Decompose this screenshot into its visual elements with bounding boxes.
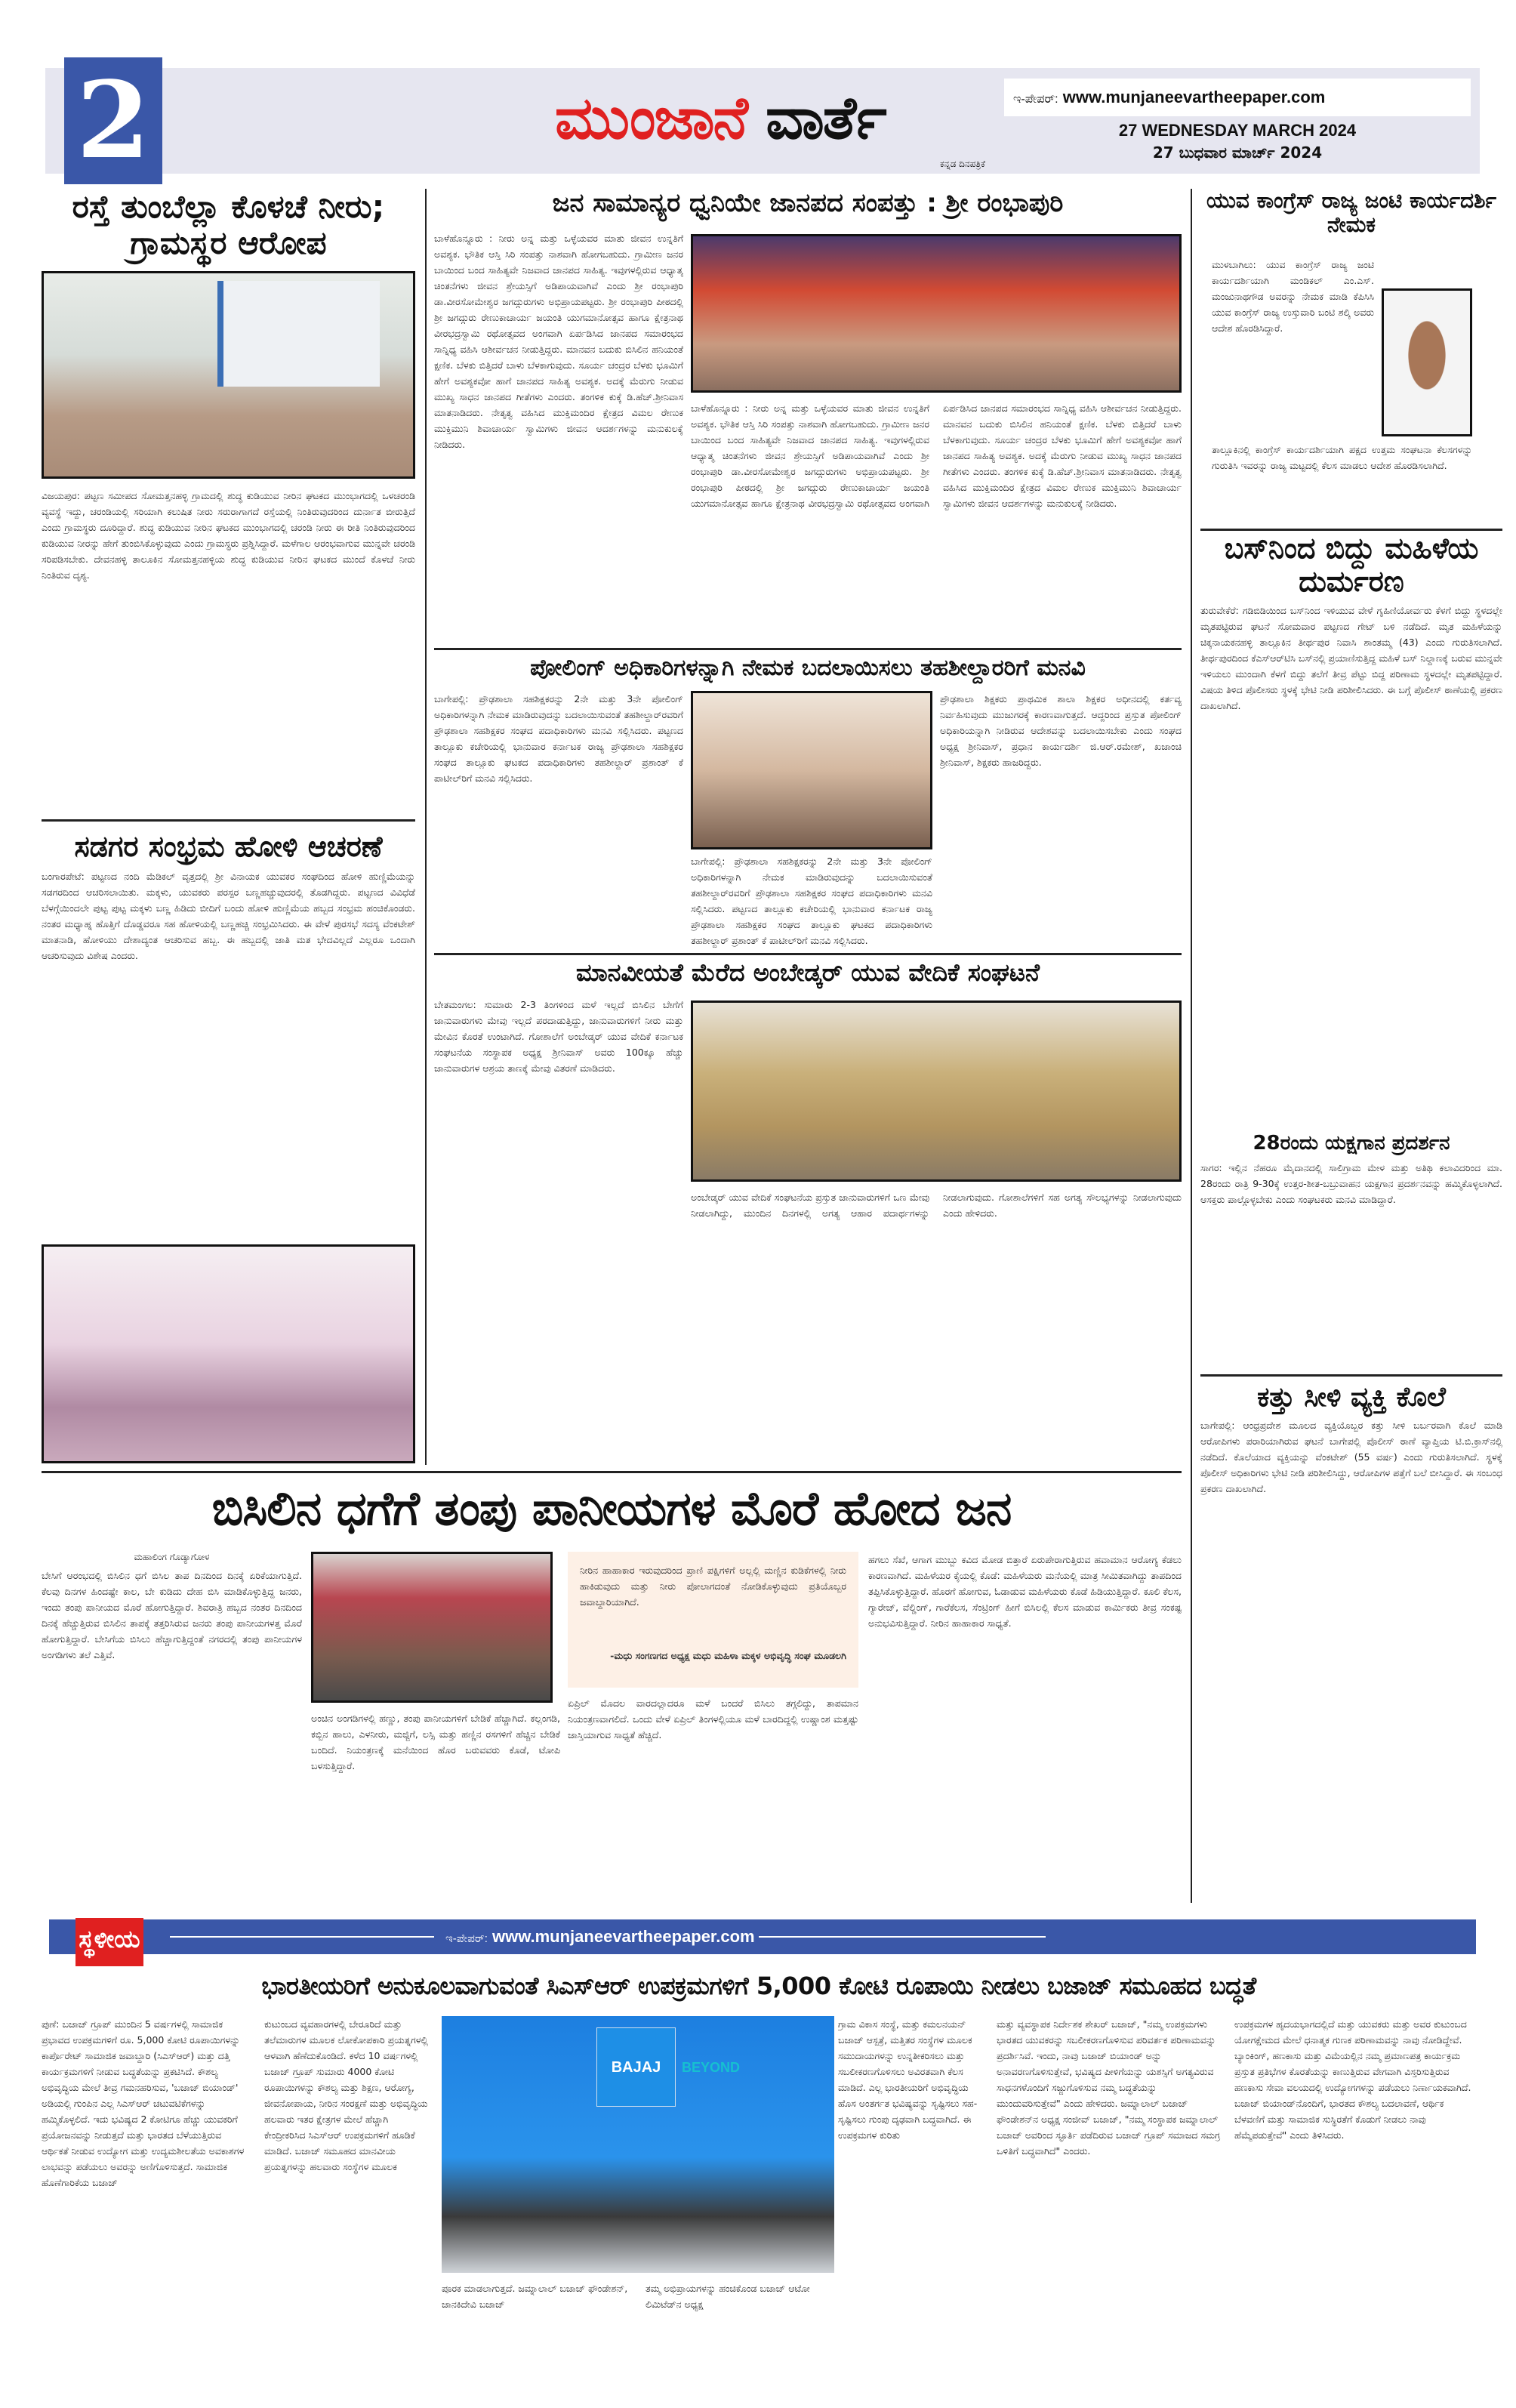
newspaper-logo bbox=[555, 77, 886, 160]
article-body-2: ತಾಲ್ಲೂಕಿನಲ್ಲಿ ಕಾಂಗ್ರೆಸ್ ಕಾರ್ಯದರ್ಶಿಯಾಗಿ ಪಕ್ಷದ ಉತ್ತಮ ಸಂಘಟನಾ ಕೆಲಸಗಳನ್ನು ಗುರುತಿಸಿ ಇವರನ್ನು ರಾಜ್ಯ ಮಟ್ಟದಲ್ಲಿ ಕೆಲಸ ಮಾಡಲು ಆದೇಶ ಹೊರಡಿಸಲಾಗಿದೆ. bbox=[1212, 444, 1472, 471]
bajaj-col-3-cont: ಪೂರಕ ಮಾಡಲಾಗುತ್ತದೆ. ಜಮ್ನಾಲಾಲ್ ಬಜಾಜ್ ಫೌಂಡೇಶನ್, ಜಾನಕಿದೇವಿ ಬಜಾಜ್ bbox=[442, 2283, 628, 2310]
article-body: ತುರುವೇಕೆರೆ: ಗಡಿಬಿಡಿಯಿಂದ ಬಸ್‌ನಿಂದ ಇಳಿಯುವ ವೇಳೆ ಗೃಹಿಣಿಯೋರ್ವರು ಕೆಳಗೆ ಬಿದ್ದು ಸ್ಥಳದಲ್ಲೇ ಮೃತಪಟ್ಟಿರುವ ಘಟನೆ ಸೋಮವಾರ ಪಟ್ಟಣದ ಗೇಟ್ ಬಳಿ ನಡೆದಿದೆ. ಮೃತ ಮಹಿಳೆಯನ್ನು ಚಿಕ್ಕನಾಯಕನಹಳ್ಳಿ ತಾಲ್ಲೂಕಿನ ತೀರ್ಥಪುರ ನಿವಾಸಿ ಶಾಂತಮ್ಮ (43) ಎಂದು ಗುರುತಿಸಲಾಗಿದೆ. ತೀರ್ಥಪುರದಿಂದ ಕೆಎಸ್‌ಆರ್‌ಟಿಸಿ ಬಸ್‌ನಲ್ಲಿ ಪ್ರಯಾಣಿಸುತ್ತಿದ್ದ ಮಹಿಳೆ ಬಸ್ ನಿಲ್ದಾಣಕ್ಕೆ ಬರುವ ಮುನ್ನವೇ ಇಳಿಯಲು ಮುಂದಾಗಿ ಕೆಳಗೆ ಬಿದ್ದು ತಲೆಗೆ ತೀವ್ರ ಪೆಟ್ಟು ಬಿದ್ದ ಪರಿಣಾಮ ಸ್ಥಳದಲ್ಲೇ ಮೃತಪಟ್ಟಿದ್ದಾರೆ. ವಿಷಯ ತಿಳಿದ ಪೊಲೀಸರು ಸ್ಥಳಕ್ಕೆ ಭೇಟಿ ನೀಡಿ ಪರಿಶೀಲಿಸಿದರು. ಈ ಬಗ್ಗೆ ಪೊಲೀಸ್ ಠಾಣೆಯಲ್ಲಿ ಪ್ರಕರಣ ದಾಖಲಾಗಿದೆ. bbox=[1200, 605, 1502, 712]
photo-water-kiosk bbox=[217, 281, 380, 387]
section-divider bbox=[434, 953, 1182, 955]
article-body-2: ಪ್ರೌಢಶಾಲಾ ಶಿಕ್ಷಕರು ಪ್ರಾಥಮಿಕ ಶಾಲಾ ಶಿಕ್ಷಕರ ಅಧೀನದಲ್ಲಿ ಕರ್ತವ್ಯ ನಿರ್ವಹಿಸುವುದು ಮುಜುಗರಕ್ಕೆ ಕಾರಣವಾಗುತ್ತದೆ. ಆದ್ದರಿಂದ ಪ್ರಸ್ತುತ ಪೋಲಿಂಗ್ ಅಧಿಕಾರಿಯನ್ನಾಗಿ ನೀಡಿರುವ ಆದೇಶವನ್ನು ಬದಲಾಯಿಸಬೇಕು ಎಂದು ಸಂಘದ ಅಧ್ಯಕ್ಷ ಶ್ರೀನಿವಾಸ್, ಪ್ರಧಾನ ಕಾರ್ಯದರ್ಶಿ ಜಿ.ಆರ್.ರಮೇಶ್, ಖಜಾಂಚಿ ಶ್ರೀನಿವಾಸ್, ಶಿಕ್ಷಕರು ಹಾಜರಿದ್ದರು. bbox=[940, 693, 1182, 768]
epaper-link[interactable]: www.munjaneevartheepaper.com bbox=[1062, 88, 1326, 106]
photo-memorandum bbox=[691, 691, 932, 849]
logo-part-black: ವಾರ್ತೆ bbox=[766, 85, 886, 153]
band-epaper-link[interactable]: www.munjaneevartheepaper.com bbox=[491, 1927, 755, 1946]
band-rule-left bbox=[170, 1936, 434, 1938]
section-band bbox=[49, 1919, 1476, 1954]
article-congress bbox=[1200, 189, 1502, 237]
photo-fodder-distribution bbox=[691, 1001, 1182, 1182]
section-divider bbox=[42, 819, 415, 822]
headline: ಪೋಲಿಂಗ್ ಅಧಿಕಾರಿಗಳನ್ನಾಗಿ ನೇಮಕ ಬದಲಾಯಿಸಲು ತಹಶೀಲ್ದಾರರಿಗೆ ಮನವಿ bbox=[530, 655, 1086, 681]
epaper-prefix: ಇ-ಪೇಪರ್: bbox=[1013, 93, 1058, 106]
section-divider bbox=[1200, 529, 1502, 531]
beyond-logo: BEYOND bbox=[682, 2060, 741, 2075]
headline: ಮಾನವೀಯತೆ ಮೆರೆದ ಅಂಬೇಡ್ಕರ್ ಯುವ ವೇದಿಕೆ ಸಂಘಟನೆ bbox=[575, 958, 1040, 987]
article-bajaj bbox=[38, 1972, 1480, 2000]
article-body-cont: ಬಾಗೇಪಲ್ಲಿ: ಪ್ರೌಢಶಾಲಾ ಸಹಶಿಕ್ಷಕರನ್ನು 2ನೇ ಮತ್ತು 3ನೇ ಪೋಲಿಂಗ್ ಅಧಿಕಾರಿಗಳನ್ನಾಗಿ ನೇಮಕ ಮಾಡಿರುವುದನ್ನು ಬದಲಾಯಿಸುವಂತೆ ತಹಶೀಲ್ದಾರ್‌ರವರಿಗೆ ಪ್ರೌಢಶಾಲಾ ಸಹಶಿಕ್ಷಕರ ಸಂಘದ ಪದಾಧಿಕಾರಿಗಳು ಮನವಿ ಸಲ್ಲಿಸಿದರು. ಪಟ್ಟಣದ ತಾಲ್ಲೂಕು ಕಚೇರಿಯಲ್ಲಿ ಭಾನುವಾರ ಕರ್ನಾಟಕ ರಾಜ್ಯ ಪ್ರೌಢಶಾಲಾ ಸಹಶಿಕ್ಷಕರ ಸಂಘದ ತಾಲ್ಲೂಕು ಘಟಕದ ಪದಾಧಿಕಾರಿಗಳು ತಹಶೀಲ್ದಾರ್ ಪ್ರಶಾಂತ್ ಕೆ ಪಾಟೀಲ್‌ರಿಗೆ ಮನವಿ ಸಲ್ಲಿಸಿದರು. bbox=[691, 856, 932, 946]
headline: ಯುವ ಕಾಂಗ್ರೆಸ್ ರಾಜ್ಯ ಜಂಟಿ ಕಾರ್ಯದರ್ಶಿ ನೇಮಕ bbox=[1206, 188, 1496, 238]
epaper-url[interactable] bbox=[1004, 79, 1471, 116]
headline: ಬಿಸಿಲಿನ ಧಗೆಗೆ ತಂಪು ಪಾನೀಯಗಳ ಮೊರೆ ಹೋದ ಜನ bbox=[211, 1481, 1012, 1536]
article-body-2: ಅಂಚಿನ ಅಂಗಡಿಗಳಲ್ಲಿ ಹಣ್ಣು, ತಂಪು ಪಾನೀಯಗಳಿಗೆ ಬೇಡಿಕೆ ಹೆಚ್ಚಾಗಿದೆ. ಕಲ್ಲಂಗಡಿ, ಕಬ್ಬಿನ ಹಾಲು, ಎಳನೀರು, ಮಜ್ಜಿಗೆ, ಲಸ್ಸಿ ಮತ್ತು ಹಣ್ಣಿನ ರಸಗಳಿಗೆ ಹೆಚ್ಚಿನ ಬೇಡಿಕೆ ಬಂದಿದೆ. ನಿಯಂತ್ರಣಕ್ಕೆ ಮನೆಯಿಂದ ಹೊರ ಬರುವವರು ಕೊಡೆ, ಟೋಪಿ ಬಳಸುತ್ತಿದ್ದಾರೆ. bbox=[311, 1713, 560, 1771]
quote-text: ನೀರಿನ ಹಾಹಾಕಾರ ಇರುವುದರಿಂದ ಪ್ರಾಣಿ ಪಕ್ಷಿಗಳಿಗೆ ಅಲ್ಲಲ್ಲಿ ಮಣ್ಣಿನ ಕುಡಿಕೆಗಳಲ್ಲಿ ನೀರು ಹಾಕಿಡುವುದು ಮತ್ತು ನೀರು ಪೋಲಾಗದಂತೆ ನೋಡಿಕೊಳ್ಳುವುದು ಪ್ರತಿಯೊಬ್ಬರ ಜವಾಬ್ದಾರಿಯಾಗಿದೆ. bbox=[580, 1565, 846, 1608]
headline: ಸಡಗರ ಸಂಭ್ರಮ ಹೋಳಿ ಆಚರಣೆ bbox=[74, 830, 383, 863]
logo-part-red: ಮುಂಜಾನೆ bbox=[555, 85, 747, 153]
article-body-cont: ಬಾಳೆಹೊನ್ನೂರು : ನೀರು ಅನ್ನ ಮತ್ತು ಒಳ್ಳೆಯವರ ಮಾತು ಜೀವನ ಉನ್ನತಿಗೆ ಅವಶ್ಯಕ. ಭೌತಿಕ ಆಸ್ತಿ ಸಿರಿ ಸಂಪತ್ತು ನಾಶವಾಗಿ ಹೋಗಬಹುದು. ಗ್ರಾಮೀಣ ಜನರ ಬಾಯಿಂದ ಬಂದ ಸಾಹಿತ್ಯವೇ ನಿಜವಾದ ಜಾನಪದ ಸಾಹಿತ್ಯ. ಇವುಗಳಲ್ಲಿರುವ ಆಧ್ಯಾತ್ಮ ಚಿಂತನೆಗಳು ಜೀವನ ಶ್ರೇಯಸ್ಸಿಗೆ ಅಡಿಪಾಯವಾಗಿವೆ ಎಂದು ಶ್ರೀ ರಂಭಾಪುರಿ ಡಾ.ವೀರಸೋಮೇಶ್ವರ ಜಗದ್ಗುರುಗಳು ಅಭಿಪ್ರಾಯಪಟ್ಟರು. ಶ್ರೀ ರಂಭಾಪುರಿ ಪೀಠದಲ್ಲಿ ಶ್ರೀ ಜಗದ್ಗುರು ರೇಣುಕಾಚಾರ್ಯ ಜಯಂತಿ ಯುಗಮಾನೋತ್ಸವ ಹಾಗೂ ಕ್ಷೇತ್ರನಾಥ ವೀರಭದ್ರಸ್ವಾಮಿ ರಥೋತ್ಸವದ ಅಂಗವಾಗಿ ಏರ್ಪಡಿಸಿದ ಜಾನಪದ ಸಮಾರಂಭದ ಸಾನ್ನಿಧ್ಯ ವಹಿಸಿ ಆಶೀರ್ವಚನ ನೀಡುತ್ತಿದ್ದರು. ಮಾನವನ ಬದುಕು ಬಿಸಿಲಿನ ಹನಿಯಂತೆ ಕ್ಷಣಿಕ. ಬೆಳಕು ಬಿತ್ತಿದರೆ ಬಾಳು ಬೆಳಕಾಗುವುದು. ಸೂರ್ಯ ಚಂದ್ರರ ಬೆಳಕು ಭೂಮಿಗೆ ಹೇಗೆ ಅವಶ್ಯಕವೋ ಹಾಗೆ ಜಾನಪದ ಸಾಹಿತ್ಯ ಅವಶ್ಯಕ. ಅದಕ್ಕೆ ಮೆರುಗು ನೀಡುವ ಮುಖ್ಯ ಸಾಧನ ಜಾನಪದ ಗೀತೆಗಳು ಎಂದರು. ತಂಗಳಿಕ ಕುಕ್ಕೆ ಡಿ.ಹೆಚ್.ಶ್ರೀನಿವಾಸ ಮಾತನಾಡಿದರು. ನೇತೃತ್ವ ವಹಿಸಿದ ಮುಕ್ತಿಮಂದಿರ ಕ್ಷೇತ್ರದ ವಿಮಲ ರೇಣುಕ ಮುಕ್ತಿಮುನಿ ಶಿವಾಚಾರ್ಯ ಸ್ವಾಮಿಗಳು ಜೀವನ ಆದರ್ಶಗಳನ್ನು ಮನುಕುಲಕ್ಕೆ ನೀಡಿದರು. bbox=[691, 402, 1182, 509]
photo-bajaj-beyond-launch bbox=[442, 2016, 834, 2273]
article-holi bbox=[42, 831, 415, 1463]
article-body: ಬಾಗೇಪಲ್ಲಿ: ಆಂಧ್ರಪ್ರದೇಶ ಮೂಲದ ವ್ಯಕ್ತಿಯೊಬ್ಬರ ಕತ್ತು ಸೀಳಿ ಬರ್ಬರವಾಗಿ ಕೊಲೆ ಮಾಡಿ ಆರೋಪಿಗಳು ಪರಾರಿಯಾಗಿರುವ ಘಟನೆ ಬಾಗೇಪಲ್ಲಿ ಪೊಲೀಸ್ ಠಾಣೆ ವ್ಯಾಪ್ತಿಯ ಟಿ.ಬಿ.ಕ್ರಾಸ್‌ನಲ್ಲಿ ನಡೆದಿದೆ. ಕೊಲೆಯಾದ ವ್ಯಕ್ತಿಯನ್ನು ವೆಂಕಟೇಶ್ (55 ವರ್ಷ) ಎಂದು ಗುರುತಿಸಲಾಗಿದೆ. ಸ್ಥಳಕ್ಕೆ ಪೊಲೀಸ್ ಅಧಿಕಾರಿಗಳು ಭೇಟಿ ನೀಡಿ ಪರಿಶೀಲಿಸಿದ್ದು, ಆರೋಪಿಗಳ ಪತ್ತೆಗೆ ಬಲೆ ಬೀಸಿದ್ದಾರೆ. ಈ ಸಂಬಂಧ ಪ್ರಕರಣ ದಾಖಲಾಗಿದೆ. bbox=[1200, 1420, 1502, 1495]
article-polling bbox=[434, 655, 1182, 682]
date-kannada: 27 ಬುಧವಾರ ಮಾರ್ಚ್ 2024 bbox=[1152, 143, 1323, 162]
bajaj-col-4: ಮತ್ತು ವ್ಯವಸ್ಥಾಪಕ ನಿರ್ದೇಶಕ ಶೇಖರ್ ಬಜಾಜ್, "ನಮ್ಮ ಉಪಕ್ರಮಗಳು ಭಾರತದ ಯುವಕರನ್ನು ಸಬಲೀಕರಣಗೊಳಿಸುವ ಪರಿವರ್ತಕ ಪರಿಣಾಮವನ್ನು ಪ್ರದರ್ಶಿಸಿವೆ. ಇಂದು, ನಾವು ಬಜಾಜ್ ಬಿಯಾಂಡ್ ಅನ್ನು ಅನಾವರಣಗೊಳಿಸುತ್ತೇವೆ, ಭವಿಷ್ಯದ ಪೀಳಿಗೆಯನ್ನು ಯಶಸ್ಸಿಗೆ ಅಗತ್ಯವಿರುವ ಸಾಧನಗಳೊಂದಿಗೆ ಸಜ್ಜುಗೊಳಿಸುವ ನಮ್ಮ ಬದ್ಧತೆಯನ್ನು ಮುಂದುವರಿಸುತ್ತೇವೆ" ಎಂದು ಹೇಳಿದರು. ಜಮ್ನಾಲಾಲ್ ಬಜಾಜ್ ಫೌಂಡೇಶನ್‌ನ ಅಧ್ಯಕ್ಷ ಸಂಜೀವ್ ಬಜಾಜ್, "ನಮ್ಮ ಸಂಸ್ಥಾಪಕ ಜಮ್ನಾಲಾಲ್ ಬಜಾಜ್ ಅವರಿಂದ ಸ್ಫೂರ್ತಿ ಪಡೆದಿರುವ ಬಜಾಜ್ ಗ್ರೂಪ್ ಸಮಾಜದ ಸಮಗ್ರ ಒಳಿತಿಗೆ ಬದ್ಧವಾಗಿದೆ" ಎಂದರು. bbox=[997, 2018, 1221, 2157]
article-body-4: ಹಗಲು ಸೆಖೆ, ಆಗಾಗ ಮುಬ್ಬು ಕವಿದ ಮೋಡ ಬಿತ್ತಾರೆ ಏರುಪೇರಾಗುತ್ತಿರುವ ಹವಾಮಾನ ಆರೋಗ್ಯ ಕೆಡಲು ಕಾರಣವಾಗಿದೆ. ಮಹಿಳೆಯರ ಕೈಯಲ್ಲಿ ಕೊಡೆ: ಮಹಿಳೆಯರು ಮನೆಯಲ್ಲಿ ಮಾತ್ರ ಸೀಮಿತವಾಗಿದ್ದು ತಾಪದಿಂದ ತಪ್ಪಿಸಿಕೊಳ್ಳುತ್ತಿದ್ದಾರೆ. ಹೊರಗೆ ಹೋಗುವ, ಓಡಾಡುವ ಮಹಿಳೆಯರು ಕೊಡೆ ಹಿಡಿಯುತ್ತಿದ್ದಾರೆ. ಕೂಲಿ ಕೆಲಸ, ಗ್ಯಾರೇಜ್, ವೆಲ್ಡಿಂಗ್, ಗಾರೆಕೆಲಸ, ಸೆಂಟ್ರಿಂಗ್ ಹೀಗೆ ಬಿಸಿಲಲ್ಲಿ ಕೆಲಸ ಮಾಡುವ ಕಾರ್ಮಿಕರು ತೀವ್ರ ಸಂಕಷ್ಟ ಅನುಭವಿಸುತ್ತಿದ್ದಾರೆ. ನೀರಿನ ಹಾಹಾಕಾರ ಸಾಧ್ಯತೆ. bbox=[868, 1554, 1182, 1629]
bajaj-col-5: ಉಪಕ್ರಮಗಳ ಹೃದಯಭಾಗದಲ್ಲಿದೆ ಮತ್ತು ಯುವಕರು ಮತ್ತು ಅವರ ಕುಟುಂಬದ ಯೋಗಕ್ಷೇಮದ ಮೇಲೆ ಧನಾತ್ಮಕ ಗುಣಕ ಪರಿಣಾಮವನ್ನು ನಾವು ನೋಡಿದ್ದೇವೆ. ಬ್ಯಾಂಕಿಂಗ್, ಹಣಕಾಸು ಮತ್ತು ವಿಮೆಯಲ್ಲಿನ ನಮ್ಮ ಪ್ರಮಾಣಪತ್ರ ಕಾರ್ಯಕ್ರಮ ಪ್ರಸ್ತುತ ಪ್ರತಿಭೆಗಳ ಕೊರತೆಯನ್ನು ಕಾಣುತ್ತಿರುವ ವೇಗವಾಗಿ ವಿಸ್ತರಿಸುತ್ತಿರುವ ಹಣಕಾಸು ಸೇವಾ ವಲಯದಲ್ಲಿ ಉದ್ಯೋಗಗಳನ್ನು ಪಡೆಯಲು ನಿರ್ಣಾಯಕವಾಗಿದೆ. ಬಜಾಜ್ ಬಿಯಾಂಡ್‌ನೊಂದಿಗೆ, ಭಾರತದ ಕೌಶಲ್ಯ ಬದಲಾವಣೆ, ಆರ್ಥಿಕ ಬೆಳವಣಿಗೆ ಮತ್ತು ಸಾಮಾಜಿಕ ಸುಸ್ಥಿರತೆಗೆ ಕೊಡುಗೆ ನೀಡಲು ನಾವು ಹೆಮ್ಮೆಪಡುತ್ತೇವೆ" ಎಂದು ತಿಳಿಸಿದರು. bbox=[1234, 2018, 1471, 2141]
photo-juice-shop bbox=[311, 1552, 553, 1703]
article-body: ವಿಜಯಪುರ: ಪಟ್ಟಣ ಸಮೀಪದ ಸೋಮತ್ತನಹಳ್ಳಿ ಗ್ರಾಮದಲ್ಲಿ ಶುದ್ಧ ಕುಡಿಯುವ ನೀರಿನ ಘಟಕದ ಮುಂಭಾಗದಲ್ಲಿ ಒಳಚರಂಡಿ ವ್ಯವಸ್ಥೆ ಇದ್ದು, ಚರಂಡಿಯಲ್ಲಿ ಸರಿಯಾಗಿ ಕಲುಷಿತ ನೀರು ಸರುರಾಗಾಗದೆ ರಸ್ತೆಯಲ್ಲಿ ನಿಂತಿರುವುದರಿಂದ ದುರ್ನಾತ ಬೀರುತ್ತಿದೆ ಎಂದು ಗ್ರಾಮಸ್ಥರು ದೂರಿದ್ದಾರೆ. ಶುದ್ಧ ಕುಡಿಯುವ ನೀರಿನ ಘಟಕದ ಮುಂಭಾಗದಲ್ಲಿ ಚರಂಡಿ ನೀರು ಈ ರೀತಿ ನಿಂತಿರುವುದರಿಂದ ಕುಡಿಯುವ ನೀರನ್ನು ಹೇಗೆ ತುಂಬಿಸಿಕೊಳ್ಳುವುದು ಎಂದು ಗ್ರಾಮಸ್ಥರು ಪ್ರಶ್ನಿಸಿದ್ದಾರೆ. ಮಳೆಗಾಲ ಆರಂಭವಾಗುವ ಮುನ್ನವೇ ಚರಂಡಿ ಸರಿಪಡಿಸಬೇಕು. ದೇವನಹಳ್ಳಿ ತಾಲೂಕಿನ ಸೋಮತ್ತನಹಳ್ಳಿಯ ಶುದ್ಧ ಕುಡಿಯುವ ನೀರಿನ ಘಟಕದ ಮುಂದೆ ಕೊಳಚೆ ನೀರು ನಿಂತಿರುವ ದೃಶ್ಯ. bbox=[42, 489, 415, 581]
band-url[interactable] bbox=[445, 1919, 755, 1956]
bajaj-col-4-cont: ತಮ್ಮ ಅಭಿಪ್ರಾಯಗಳನ್ನು ಹಂಚಿಕೊಂಡ ಬಜಾಜ್ ಆಟೋ ಲಿಮಿಟೆಡ್‌ನ ಅಧ್ಯಕ್ಷ bbox=[646, 2283, 810, 2310]
heat-col-1 bbox=[42, 1552, 302, 1892]
quote-credit: -ಮಧು ಸಂಗಣಗದ ಅಧ್ಯಕ್ಷ ಮಧು ಮಹಿಳಾ ಮಕ್ಕಳ ಅಭಿವೃದ್ಧಿ ಸಂಘ ಮೂಡಲಗಿ bbox=[610, 1650, 846, 1661]
article-body: ಸಾಗರ: ಇಲ್ಲಿನ ನೆಹರೂ ಮೈದಾನದಲ್ಲಿ ಸಾಲಿಗ್ರಾಮ ಮೇಳ ಮತ್ತು ಅತಿಥಿ ಕಲಾವಿದರಿಂದ ಮಾ. 28ರಂದು ರಾತ್ರಿ 9-30ಕ್ಕೆ ಉತ್ತರ-ಶೀತ-ಬಬ್ರುವಾಹನ ಯಕ್ಷಗಾನ ಪ್ರದರ್ಶನವನ್ನು ಹಮ್ಮಿಕೊಳ್ಳಲಾಗಿದೆ. ಆಸಕ್ತರು ಪಾಲ್ಗೊಳ್ಳಬೇಕು ಎಂದು ಸಂಘಟಕರು ಮನವಿ ಮಾಡಿದ್ದಾರೆ. bbox=[1200, 1161, 1502, 1205]
tagline: ಕನ್ನಡ ದಿನಪತ್ರಿಕೆ bbox=[940, 159, 986, 169]
bajaj-logo: BAJAJ bbox=[596, 2027, 676, 2107]
headline: ರಸ್ತೆ ತುಂಬೆಲ್ಲಾ ಕೊಳಚೆ ನೀರು; ಗ್ರಾಮಸ್ಥರ ಆರೋಪ bbox=[72, 188, 385, 262]
section-divider bbox=[434, 648, 1182, 650]
column-divider bbox=[1191, 189, 1192, 1903]
section-tag: ಸ್ಥಳೀಯ bbox=[75, 1918, 143, 1966]
article-yakshagana bbox=[1200, 1133, 1502, 1379]
date-english: 27 WEDNESDAY MARCH 2024 bbox=[1118, 121, 1357, 140]
section-divider bbox=[1200, 1374, 1502, 1377]
article-bus bbox=[1200, 532, 1502, 1059]
article-body: ಬೇತಮಂಗಲ: ಸುಮಾರು 2-3 ತಿಂಗಳಿಂದ ಮಳೆ ಇಲ್ಲದೆ ಬಿಸಿಲಿನ ಬೇಗೆಗೆ ಜಾನುವಾರುಗಳು ಮೇವು ಇಲ್ಲದೆ ಪರದಾಡುತ್ತಿದ್ದು, ಜಾನುವಾರುಗಳಿಗೆ ನೀರು ಮತ್ತು ಮೇವಿನ ಕೊರತೆ ಉಂಟಾಗಿದೆ. ಗೋಶಾಲೆಗೆ ಅಂಬೇಡ್ಕರ್ ಯುವ ವೇದಿಕೆ ಕರ್ನಾಟಕ ಸಂಘಟನೆಯ ಸಂಸ್ಥಾಪಕ ಅಧ್ಯಕ್ಷ ಶ್ರೀನಿವಾಸ್ ಅವರು 100ಕ್ಕೂ ಹೆಚ್ಚು ಜಾನುವಾರುಗಳ ಆಶ್ರಯ ತಾಣಕ್ಕೆ ಮೇವು ವಿತರಣೆ ಮಾಡಿದರು. bbox=[434, 999, 683, 1074]
headline: ಭಾರತೀಯರಿಗೆ ಅನುಕೂಲವಾಗುವಂತೆ ಸಿಎಸ್‌ಆರ್ ಉಪಕ್ರಮಗಳಿಗೆ 5,000 ಕೋಟಿ ರೂಪಾಯಿ ನೀಡಲು ಬಜಾಜ್ ಸಮೂಹದ ಬದ್ಧತೆ bbox=[261, 1972, 1256, 2000]
bajaj-col-3: ಗ್ರಾಮ ವಿಕಾಸ ಸಂಸ್ಥೆ, ಮತ್ತು ಕಮಲನಯನ್ ಬಜಾಜ್ ಆಸ್ಪತ್ರೆ, ಮತ್ತಿತರ ಸಂಸ್ಥೆಗಳ ಮೂಲಕ ಸಮುದಾಯಗಳನ್ನು ಉನ್ನತೀಕರಿಸಲು ಮತ್ತು ಸಬಲೀಕರಣಗೊಳಿಸಲು ಅವಿರತವಾಗಿ ಕೆಲಸ ಮಾಡಿದೆ. ಎಲ್ಲ ಭಾರತೀಯರಿಗೆ ಅಭಿವೃದ್ಧಿಯ ಹೊಸ ಅಂತರ್ಗತ ಭವಿಷ್ಯವನ್ನು ಸೃಷ್ಟಿಸಲು ಸಹ-ಸೃಷ್ಟಿಸಲು ಗುಂಪು ದೃಢವಾಗಿ ಬದ್ಧವಾಗಿದೆ. ಈ ಉಪಕ್ರಮಗಳ ಕುರಿತು bbox=[838, 2018, 978, 2141]
article-water bbox=[42, 189, 415, 775]
headline: ಬಸ್‌ನಿಂದ ಬಿದ್ದು ಮಹಿಳೆಯ ದುರ್ಮರಣ bbox=[1224, 532, 1479, 598]
article-folk bbox=[434, 189, 1182, 218]
column-divider bbox=[425, 189, 427, 1465]
headline: 28ರಂದು ಯಕ್ಷಗಾನ ಪ್ರದರ್ಶನ bbox=[1253, 1132, 1450, 1155]
article-murder bbox=[1200, 1382, 1502, 1878]
bajaj-col-2: ಕುಟುಂಬದ ವ್ಯವಹಾರಗಳಲ್ಲಿ ಬೇರೂರಿದೆ ಮತ್ತು ತಲೆಮಾರುಗಳ ಮೂಲಕ ಲೋಕೋಪಕಾರಿ ಪ್ರಯತ್ನಗಳಲ್ಲಿ ಆಳವಾಗಿ ಹೆಣೆದುಕೊಂಡಿದೆ. ಕಳೆದ 10 ವರ್ಷಗಳಲ್ಲಿ ಬಜಾಜ್ ಗ್ರೂಪ್ ಸುಮಾರು 4000 ಕೋಟಿ ರೂಪಾಯಿಗಳನ್ನು ಕೌಶಲ್ಯ ಮತ್ತು ಶಿಕ್ಷಣ, ಆರೋಗ್ಯ, ಜೀವನೋಪಾಯ, ನೀರಿನ ಸಂರಕ್ಷಣೆ ಮತ್ತು ಅಭಿವೃದ್ಧಿಯ ಹಲವಾರು ಇತರ ಕ್ಷೇತ್ರಗಳ ಮೇಲೆ ಹೆಚ್ಚಾಗಿ ಕೇಂದ್ರೀಕರಿಸಿದ ಸಿಎಸ್‌ಆರ್ ಉಪಕ್ರಮಗಳಿಗೆ ಹೂಡಿಕೆ ಮಾಡಿದೆ. ಬಜಾಜ್ ಸಮೂಹದ ಮಾನವೀಯ ಪ್ರಯತ್ನಗಳನ್ನು ಹಲವಾರು ಸಂಸ್ಥೆಗಳ ಮೂಲಕ bbox=[264, 2018, 428, 2172]
bajaj-col-1: ಪುಣೆ: ಬಜಾಜ್ ಗ್ರೂಪ್ ಮುಂದಿನ 5 ವರ್ಷಗಳಲ್ಲಿ ಸಾಮಾಜಿಕ ಪ್ರಭಾವದ ಉಪಕ್ರಮಗಳಿಗೆ ರೂ. 5,000 ಕೋಟಿ ರೂಪಾಯಿಗಳನ್ನು ಕಾರ್ಪೊರೇಟ್ ಸಾಮಾಜಿಕ ಜವಾಬ್ದಾರಿ (ಸಿಎಸ್‌ಆರ್) ಮತ್ತು ದತ್ತಿ ಕಾರ್ಯಕ್ರಮಗಳಿಗೆ ನೀಡುವ ಬದ್ಧತೆಯನ್ನು ಪ್ರಕಟಿಸಿದೆ. ಕೌಶಲ್ಯ ಅಭಿವೃದ್ಧಿಯ ಮೇಲೆ ತೀವ್ರ ಗಮನಹರಿಸುವ, 'ಬಜಾಜ್ ಬಿಯಾಂಡ್' ಅಡಿಯಲ್ಲಿ ಗುಂಪಿನ ಎಲ್ಲ ಸಿಎಸ್‌ಆರ್ ಚಟುವಟಿಕೆಗಳನ್ನು ಹಮ್ಮಿಕೊಳ್ಳಲಿದೆ. ಇದು ಭವಿಷ್ಯದ 2 ಕೋಟಿಗೂ ಹೆಚ್ಚು ಯುವಕರಿಗೆ ಪ್ರಯೋಜನವನ್ನು ನೀಡುತ್ತದೆ ಮತ್ತು ಭಾರತದ ಬೆಳೆಯುತ್ತಿರುವ ಆರ್ಥಿಕತೆ ನೀಡುವ ಉದ್ಯೋಗ ಮತ್ತು ಉದ್ಯಮಶೀಲತೆಯ ಅವಕಾಶಗಳ ಲಾಭವನ್ನು ಪಡೆಯಲು ಅವರನ್ನು ಅಣಿಗೊಳಿಸುತ್ತದೆ. ಸಾಮಾಜಿಕ ಹೊಣೆಗಾರಿಕೆಯ ಬಜಾಜ್ bbox=[42, 2018, 245, 2188]
article-body: ಮುಳಬಾಗಿಲು: ಯುವ ಕಾಂಗ್ರೆಸ್ ರಾಜ್ಯ ಜಂಟಿ ಕಾರ್ಯದರ್ಶಿಯಾಗಿ ಮಂಡಿಕಲ್ ಎಂ.ಎಸ್. ಮಂಜುನಾಥಗೌಡ ಅವರನ್ನು ನೇಮಕ ಮಾಡಿ ಕೆಪಿಸಿಸಿ ಯುವ ಕಾಂಗ್ರೆಸ್ ರಾಜ್ಯ ಉಸ್ತುವಾರಿ ಬಂಟಿ ಶಲ್ಕಿ ಅವರು ಆದೇಶ ಹೊರಡಿಸಿದ್ದಾರೆ. bbox=[1212, 259, 1374, 334]
band-epaper-prefix: ಇ-ಪೇಪರ್: bbox=[445, 1932, 488, 1945]
band-rule-right bbox=[759, 1936, 1046, 1938]
article-ambedkar bbox=[434, 959, 1182, 987]
article-body-2: ಅಂಬೇಡ್ಕರ್ ಯುವ ವೇದಿಕೆ ಸಂಘಟನೆಯ ಪ್ರಸ್ತುತ ಜಾನುವಾರುಗಳಿಗೆ ಒಣ ಮೇವು ನೀಡಲಾಗಿದ್ದು, ಮುಂದಿನ ದಿನಗಳಲ್ಲಿ ಅಗತ್ಯ ಆಹಾರ ಪದಾರ್ಥಗಳನ್ನು ನೀಡಲಾಗುವುದು. ಗೋಶಾಲೆಗಳಿಗೆ ಸಹ ಅಗತ್ಯ ಸೌಲಭ್ಯಗಳನ್ನು ನೀಡಲಾಗುವುದು ಎಂದು ಹೇಳಿದರು. bbox=[691, 1192, 1182, 1219]
article-body: ಬಂಗಾರಪೇಟೆ: ಪಟ್ಟಣದ ನಂದಿ ಮೆಡಿಕಲ್ ವೃತ್ತದಲ್ಲಿ ಶ್ರೀ ವಿನಾಯಕ ಯುವಕರ ಸಂಘದಿಂದ ಹೋಳಿ ಹುಣ್ಣಿಮೆಯನ್ನು ಸಡಗರದಿಂದ ಆಚರಿಸಲಾಯಿತು. ಮಕ್ಕಳು, ಯುವಕರು ಪರಸ್ಪರ ಬಣ್ಣಹಚ್ಚುವುದರಲ್ಲಿ ತೊಡಗಿದ್ದರು. ಪಟ್ಟಣದ ವಿವಿಧೆಡೆ ಬೆಳಗ್ಗೆಯಿಂದಲೇ ಪುಟ್ಟ ಪುಟ್ಟ ಮಕ್ಕಳು ಬಣ್ಣ ಹಿಡಿದು ಬೀದಿಗೆ ಬಂದು ಹೋಳಿ ಹುಣ್ಣಿಮೆಯ ಹಬ್ಬದ ಸಂಭ್ರಮ ಹಂಚಿಕೊಂಡರು. ನಂತರ ಮಧ್ಯಾಹ್ನ ಹೊತ್ತಿಗೆ ದೊಡ್ಡವರೂ ಸಹ ಹೋಳಿಯಲ್ಲಿ ಬಣ್ಣಹಚ್ಚಿ ಸಂಭ್ರಮಿಸಿದರು. ಈ ವೇಳೆ ಪುರಸಭೆ ಸದಸ್ಯ ವೆಂಕಟೇಶ್ ಮಾತನಾಡಿ, ಹೋಳಿಯು ದೇಶಾದ್ಯಂತ ಆಚರಿಸುವ ಹಬ್ಬ. ಈ ಹಬ್ಬದಲ್ಲಿ ಜಾತಿ ಮತ ಭೇದವಿಲ್ಲದೆ ಎಲ್ಲರೂ ಒಂದಾಗಿ ಆಚರಿಸುವುದು ವಿಶೇಷ ಎಂದರು. bbox=[42, 870, 415, 961]
photo-holi-celebration bbox=[42, 1244, 415, 1463]
photo-drain-water bbox=[42, 271, 415, 479]
article-heat bbox=[42, 1481, 1182, 1535]
photo-portrait bbox=[1382, 288, 1472, 436]
byline: ಮಹಾಲಿಂಗ ಗೊಡ್ಯಾಗೋಳ bbox=[134, 1552, 210, 1562]
article-body-3: ಏಪ್ರಿಲ್ ಮೊದಲ ವಾರದಲ್ಲಾದರೂ ಮಳೆ ಬಂದರೆ ಬಿಸಿಲು ತಗ್ಗಲಿದ್ದು, ತಾಪಮಾನ ನಿಯಂತ್ರಣವಾಗಲಿದೆ. ಒಂದು ವೇಳೆ ಏಪ್ರಿಲ್ ತಿಂಗಳಲ್ಲಿಯೂ ಮಳೆ ಬಾರದಿದ್ದಲ್ಲಿ ಉಷ್ಣಾಂಶ ಮತ್ತಷ್ಟು ಜಾಸ್ತಿಯಾಗುವ ಸಾಧ್ಯತೆ ಹೆಚ್ಚಿದೆ. bbox=[568, 1697, 858, 1740]
pull-quote bbox=[568, 1552, 858, 1688]
headline: ಜನ ಸಾಮಾನ್ಯರ ಧ್ವನಿಯೇ ಜಾನಪದ ಸಂಪತ್ತು : ಶ್ರೀ ರಂಭಾಪುರಿ bbox=[552, 188, 1064, 218]
photo-folk-event bbox=[691, 234, 1182, 393]
article-body: ಬೇಸಿಗೆ ಆರಂಭದಲ್ಲಿ ಬಿಸಿಲಿನ ಧಗೆ ಬಿಸಿಲ ತಾಪ ದಿನದಿಂದ ದಿನಕ್ಕೆ ಏರಿಕೆಯಾಗುತ್ತಿದೆ. ಕೆಲವು ದಿನಗಳ ಹಿಂದಷ್ಟೇ ಕಾಲ, ಬೇ ಕುಡಿದು ದೇಹ ಬಿಸಿ ಮಾಡಿಕೊಳ್ಳುತ್ತಿದ್ದ ಜನರು, ಇಂದು ತಂಪು ಪಾನೀಯದ ಮೊರೆ ಹೋಗುತ್ತಿದ್ದಾರೆ. ಶಿವರಾತ್ರಿ ಹಬ್ಬದ ನಂತರ ದಿನದಿಂದ ದಿನಕ್ಕೆ ಹೆಚ್ಚುತ್ತಿರುವ ಬಿಸಿಲಿನ ತಾಪಕ್ಕೆ ತತ್ತರಿಸಿರುವ ಜನರು ತಂಪು ಪಾನೀಯಗಳತ್ತ ಮೊರೆ ಹೋಗುತ್ತಿದ್ದಾರೆ. ಬೇಸಿಗೆಯ ಬಿಸಿಲು ಹೆಚ್ಚಾಗುತ್ತಿದ್ದಂತೆ ನಗರದಲ್ಲಿ ತಂಪು ಪಾನೀಯಗಳ ಅಂಗಡಿಗಳು ತಲೆ ಎತ್ತಿವೆ. bbox=[42, 1570, 302, 1660]
headline: ಕತ್ತು ಸೀಳಿ ವ್ಯಕ್ತಿ ಕೊಲೆ bbox=[1257, 1382, 1446, 1413]
section-divider bbox=[42, 1471, 1182, 1473]
article-body: ಬಾಗೇಪಲ್ಲಿ: ಪ್ರೌಢಶಾಲಾ ಸಹಶಿಕ್ಷಕರನ್ನು 2ನೇ ಮತ್ತು 3ನೇ ಪೋಲಿಂಗ್ ಅಧಿಕಾರಿಗಳನ್ನಾಗಿ ನೇಮಕ ಮಾಡಿರುವುದನ್ನು ಬದಲಾಯಿಸುವಂತೆ ತಹಶೀಲ್ದಾರ್‌ರವರಿಗೆ ಪ್ರೌಢಶಾಲಾ ಸಹಶಿಕ್ಷಕರ ಸಂಘದ ಪದಾಧಿಕಾರಿಗಳು ಮನವಿ ಸಲ್ಲಿಸಿದರು. ಪಟ್ಟಣದ ತಾಲ್ಲೂಕು ಕಚೇರಿಯಲ್ಲಿ ಭಾನುವಾರ ಕರ್ನಾಟಕ ರಾಜ್ಯ ಪ್ರೌಢಶಾಲಾ ಸಹಶಿಕ್ಷಕರ ಸಂಘದ ತಾಲ್ಲೂಕು ಘಟಕದ ಪದಾಧಿಕಾರಿಗಳು ತಹಶೀಲ್ದಾರ್ ಪ್ರಶಾಂತ್ ಕೆ ಪಾಟೀಲ್‌ರಿಗೆ ಮನವಿ ಸಲ್ಲಿಸಿದರು. bbox=[434, 693, 683, 784]
article-body: ಬಾಳೆಹೊನ್ನೂರು : ನೀರು ಅನ್ನ ಮತ್ತು ಒಳ್ಳೆಯವರ ಮಾತು ಜೀವನ ಉನ್ನತಿಗೆ ಅವಶ್ಯಕ. ಭೌತಿಕ ಆಸ್ತಿ ಸಿರಿ ಸಂಪತ್ತು ನಾಶವಾಗಿ ಹೋಗಬಹುದು. ಗ್ರಾಮೀಣ ಜನರ ಬಾಯಿಂದ ಬಂದ ಸಾಹಿತ್ಯವೇ ನಿಜವಾದ ಜಾನಪದ ಸಾಹಿತ್ಯ. ಇವುಗಳಲ್ಲಿರುವ ಆಧ್ಯಾತ್ಮ ಚಿಂತನೆಗಳು ಜೀವನ ಶ್ರೇಯಸ್ಸಿಗೆ ಅಡಿಪಾಯವಾಗಿವೆ ಎಂದು ಶ್ರೀ ರಂಭಾಪುರಿ ಡಾ.ವೀರಸೋಮೇಶ್ವರ ಜಗದ್ಗುರುಗಳು ಅಭಿಪ್ರಾಯಪಟ್ಟರು. ಶ್ರೀ ರಂಭಾಪುರಿ ಪೀಠದಲ್ಲಿ ಶ್ರೀ ಜಗದ್ಗುರು ರೇಣುಕಾಚಾರ್ಯ ಜಯಂತಿ ಯುಗಮಾನೋತ್ಸವ ಹಾಗೂ ಕ್ಷೇತ್ರನಾಥ ವೀರಭದ್ರಸ್ವಾಮಿ ರಥೋತ್ಸವದ ಅಂಗವಾಗಿ ಏರ್ಪಡಿಸಿದ ಜಾನಪದ ಸಮಾರಂಭದ ಸಾನ್ನಿಧ್ಯ ವಹಿಸಿ ಆಶೀರ್ವಚನ ನೀಡುತ್ತಿದ್ದರು. ಮಾನವನ ಬದುಕು ಬಿಸಿಲಿನ ಹನಿಯಂತೆ ಕ್ಷಣಿಕ. ಬೆಳಕು ಬಿತ್ತಿದರೆ ಬಾಳು ಬೆಳಕಾಗುವುದು. ಸೂರ್ಯ ಚಂದ್ರರ ಬೆಳಕು ಭೂಮಿಗೆ ಹೇಗೆ ಅವಶ್ಯಕವೋ ಹಾಗೆ ಜಾನಪದ ಸಾಹಿತ್ಯ ಅವಶ್ಯಕ. ಅದಕ್ಕೆ ಮೆರುಗು ನೀಡುವ ಮುಖ್ಯ ಸಾಧನ ಜಾನಪದ ಗೀತೆಗಳು ಎಂದರು. ತಂಗಳಿಕ ಕುಕ್ಕೆ ಡಿ.ಹೆಚ್.ಶ್ರೀನಿವಾಸ ಮಾತನಾಡಿದರು. ನೇತೃತ್ವ ವಹಿಸಿದ ಮುಕ್ತಿಮಂದಿರ ಕ್ಷೇತ್ರದ ವಿಮಲ ರೇಣುಕ ಮುಕ್ತಿಮುನಿ ಶಿವಾಚಾರ್ಯ ಸ್ವಾಮಿಗಳು ಜೀವನ ಆದರ್ಶಗಳನ್ನು ಮನುಕುಲಕ್ಕೆ ನೀಡಿದರು. bbox=[434, 233, 683, 450]
page-number: 2 bbox=[64, 57, 162, 184]
